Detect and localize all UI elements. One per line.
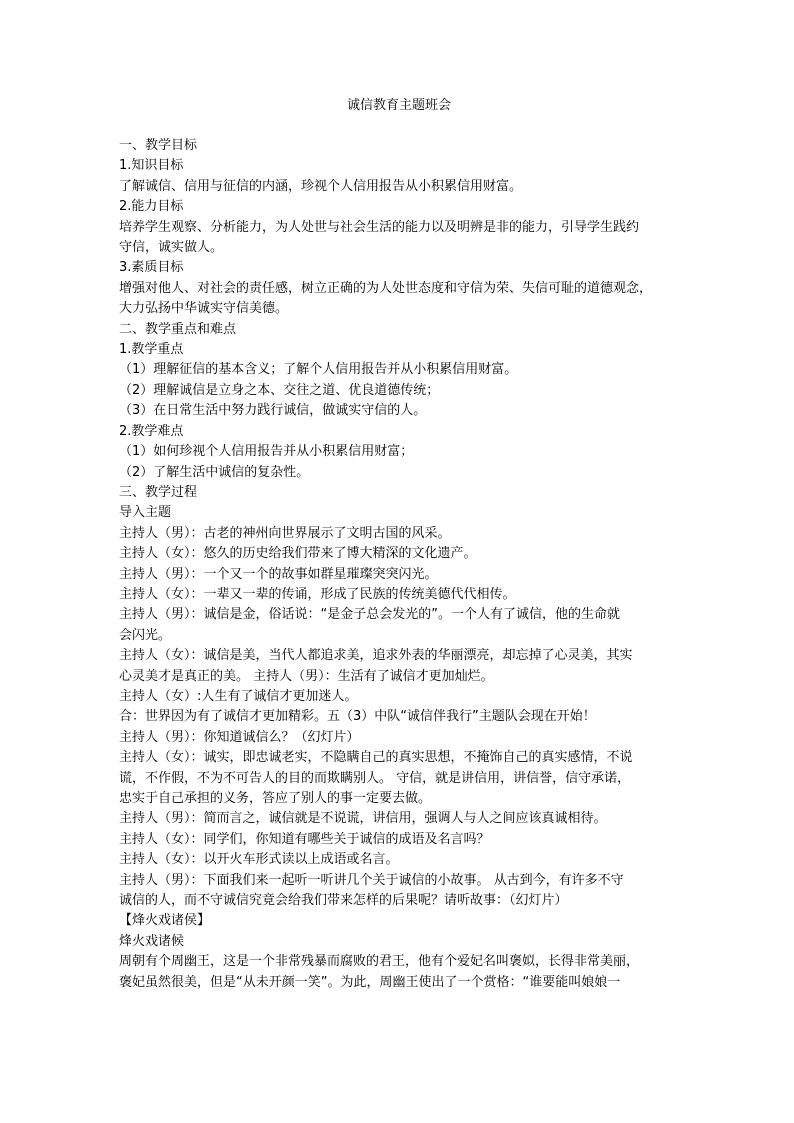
dialogue-line: 主持人（男）：你知道诚信么？（幻灯片）	[119, 729, 360, 745]
story-title: 烽火戏诸候	[119, 933, 185, 949]
paragraph-line: 大力弘扬中华诚实守信美德。	[119, 301, 289, 317]
dialogue-line: 合：世界因为有了诚信才更加精彩。五（3）中队“诚信伴我行”主题队会现在开始！	[119, 709, 596, 725]
paragraph-line: 培养学生观察、分析能力，为人处世与社会生活的能力以及明辨是非的能力，引导学生践约	[119, 219, 640, 235]
story-line: 周朝有个周幽王，这是一个非常残暴而腐败的君王，他有个爱妃名叫褒姒，长得非常美丽，	[119, 954, 640, 970]
dialogue-line: 心灵美才是真正的美。 主持人（男）：生活有了诚信才更加灿烂。	[119, 668, 494, 684]
subsection-heading: 2.教学难点	[119, 423, 184, 439]
dialogue-line: 主持人（女）：同学们，你知道有哪些关于诚信的成语及名言吗？	[119, 831, 490, 847]
paragraph-line: 了解诚信、信用与征信的内涵，珍视个人信用报告从小积累信用财富。	[119, 178, 523, 194]
document-page	[119, 96, 679, 993]
paragraph-line: 增强对他人、对社会的责任感，树立正确的为人处世态度和守信为荣、失信可耻的道德观念，	[119, 280, 653, 296]
dialogue-line: 主持人（男）：古老的神州向世界展示了文明古国的风采。	[119, 525, 451, 541]
list-item: （2）了解生活中诚信的复杂性。	[119, 464, 310, 480]
story-heading: 【烽火戏诸侯】	[119, 913, 211, 929]
dialogue-line: 主持人（男）：简而言之，诚信就是不说谎，讲信用，强调人与人之间应该真诚相待。	[119, 811, 607, 827]
dialogue-line: 主持人（女）：诚实，即忠诚老实，不隐瞒自己的真实思想，不掩饰自己的真实感情，不说	[119, 750, 633, 766]
story-line: 褒妃虽然很美，但是“从未开颜一笑”。为此，周幽王使出了一个赏格：“谁要能叫娘娘一	[119, 974, 621, 990]
document-body	[119, 136, 679, 993]
subsection-heading: 1.知识目标	[119, 158, 184, 174]
list-item: （1）如何珍视个人信用报告并从小积累信用财富；	[119, 444, 414, 460]
dialogue-line: 主持人（女）：诚信是美，当代人都追求美，追求外表的华丽漂亮，却忘掉了心灵美，其实	[119, 648, 633, 664]
subsection-heading: 3.素质目标	[119, 260, 184, 276]
document-title: 诚信教育主题班会	[346, 98, 451, 113]
dialogue-line: 主持人（男）：诚信是金，俗话说：“是金子总会发光的”。一个人有了诚信，他的生命就	[119, 607, 620, 623]
dialogue-line: 主持人（女）：悠久的历史给我们带来了博大精深的文化遗产。	[119, 546, 477, 562]
list-item: （2）理解诚信是立身之本、交往之道、优良道德传统；	[119, 382, 440, 398]
subsection-heading: 2.能力目标	[119, 199, 184, 215]
section-heading: 一、教学目标	[119, 138, 198, 153]
dialogue-line: 主持人（女）:人生有了诚信才更加迷人。	[119, 688, 358, 704]
dialogue-line: 会闪光。	[119, 627, 172, 643]
dialogue-line: 谎，不作假，不为不可告人的目的而欺瞒别人。 守信，就是讲信用，讲信誉，信守承诺，	[119, 770, 631, 786]
list-item: （3）在日常生活中努力践行诚信，做诚实守信的人。	[119, 403, 427, 419]
dialogue-line: 主持人（女）：以开火车形式读以上成语或名言。	[119, 852, 399, 868]
dialogue-line: 主持人（男）：一个又一个的故事如群星璀璨突突闪光。	[119, 566, 438, 582]
dialogue-line: 主持人（男）：下面我们来一起听一听讲几个关于诚信的小故事。 从古到今，有许多不守	[119, 872, 624, 888]
dialogue-line: 主持人（女）：一辈又一辈的传诵，形成了民族的传统美德代代相传。	[119, 586, 516, 602]
dialogue-line: 诚信的人，而不守诚信究竟会给我们带来怎样的后果呢？请听故事：（幻灯片）	[119, 893, 568, 909]
subsection-heading: 1.教学重点	[119, 342, 184, 358]
paragraph-line: 守信，诚实做人。	[119, 240, 224, 256]
section-heading: 三、教学过程	[119, 484, 198, 500]
subsection-heading: 导入主题	[119, 505, 172, 521]
section-heading: 二、教学重点和难点	[119, 321, 237, 337]
dialogue-line: 忠实于自己承担的义务，答应了别人的事一定要去做。	[119, 791, 432, 806]
list-item: （1）理解征信的基本含义；了解个人信用报告并从小积累信用财富。	[119, 362, 518, 378]
